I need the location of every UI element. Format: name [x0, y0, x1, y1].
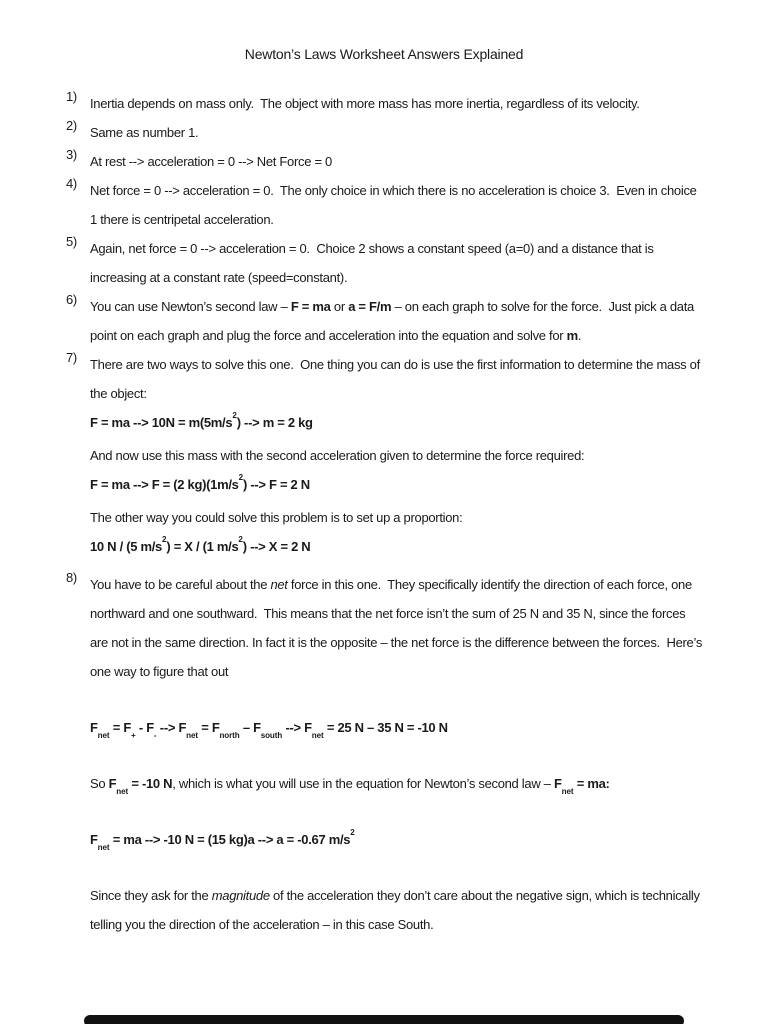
text-segment: net	[97, 730, 110, 740]
text-segment: +	[131, 730, 136, 740]
formula-line	[90, 825, 706, 854]
text-segment: ) --> X = 2 N	[242, 539, 311, 554]
text-segment: or	[330, 299, 349, 314]
text-segment: ) --> F = 2 N	[243, 477, 310, 492]
text-segment: Since they ask for the	[90, 888, 212, 903]
text-segment: Net force = 0 --> acceleration = 0. The only choice in which there is no acceleration is choice 3. Even in choice 1 there is centripetal acceleration.	[90, 183, 700, 227]
formula-line	[90, 532, 706, 561]
text-segment: So	[90, 776, 109, 791]
list-item	[66, 570, 706, 939]
text-segment: force in this one. They specifically identify the direction of each force, one northward and one southward. This means that the net force isn’t the sum of 25 N and 35 N, since the forces are not in the same direction. In fact it is the opposite – the net force is the difference between the forces. Here’s one way to figure that out	[90, 577, 706, 679]
paragraph	[90, 441, 706, 470]
paragraph	[90, 147, 706, 176]
paragraph	[90, 234, 706, 292]
text-segment: net	[270, 577, 288, 592]
text-segment: – F	[239, 720, 261, 735]
text-segment: F = ma --> 10N = m(5m/s	[90, 415, 233, 430]
text-segment: Inertia depends on mass only. The object with more mass has more inertia, regardless of its velocity.	[90, 96, 640, 111]
item-number: 5)	[66, 234, 77, 249]
item-number: 4)	[66, 176, 77, 191]
text-segment: , which is what you will use in the equation for Newton’s second law –	[172, 776, 554, 791]
text-segment: a = F/m	[348, 299, 392, 314]
text-segment: --> F	[282, 720, 312, 735]
text-segment: 2	[232, 410, 237, 420]
text-segment: The other way you could solve this problem is to set up a proportion:	[90, 510, 463, 525]
text-segment: of the acceleration they don’t care about the negative sign, which is technically telling you the direction of the acceleration – in this case South.	[90, 888, 704, 932]
text-segment: F	[90, 832, 98, 847]
answer-list	[0, 89, 768, 939]
text-segment: And now use this mass with the second acceleration given to determine the force required:	[90, 448, 585, 463]
item-number: 7)	[66, 350, 77, 365]
paragraph	[90, 176, 706, 234]
text-segment: You can use Newton’s second law –	[90, 299, 291, 314]
text-segment: net	[186, 730, 198, 740]
text-segment: - F	[135, 720, 154, 735]
item-number: 2)	[66, 118, 77, 133]
text-segment: 2	[238, 472, 243, 482]
text-segment: – on each graph to solve for the force. Just pick a data point on each graph and plug the force and acceleration into the equation and solve for	[90, 299, 698, 343]
list-item	[66, 234, 706, 292]
text-segment: net	[116, 786, 129, 796]
list-item	[66, 176, 706, 234]
text-segment: net	[561, 786, 574, 796]
paragraph	[90, 118, 706, 147]
list-item	[66, 350, 706, 561]
text-segment: north	[219, 730, 240, 740]
text-segment: 10 N / (5 m/s	[90, 539, 162, 554]
text-segment: -	[153, 730, 157, 740]
text-segment: F	[90, 720, 98, 735]
list-item	[66, 118, 706, 147]
text-segment: Same as number 1.	[90, 125, 199, 140]
formula-line	[90, 470, 706, 499]
item-number: 8)	[66, 570, 77, 585]
text-segment: = 25 N – 35 N = -10 N	[323, 720, 448, 735]
text-segment: 2	[238, 534, 243, 544]
text-segment: .	[577, 328, 582, 343]
paragraph	[90, 570, 706, 686]
text-segment: F = ma --> F = (2 kg)(1m/s	[90, 477, 239, 492]
text-segment: :	[605, 776, 610, 791]
bottom-scrollbar[interactable]	[84, 1015, 684, 1024]
text-segment: net	[311, 730, 324, 740]
text-segment: ) --> m = 2 kg	[236, 415, 313, 430]
text-segment: 2	[161, 534, 167, 544]
text-segment: F	[108, 776, 117, 791]
list-item	[66, 147, 706, 176]
text-segment: Again, net force = 0 --> acceleration = 0. Choice 2 shows a constant speed (a=0) and a distance that is increasing at a constant rate (speed=constant).	[90, 241, 657, 285]
list-item	[66, 292, 706, 350]
text-segment: F	[553, 776, 562, 791]
text-segment: 2	[350, 827, 355, 837]
paragraph	[90, 503, 706, 532]
formula-line	[90, 713, 706, 742]
item-number: 1)	[66, 89, 77, 104]
text-segment: m	[566, 328, 578, 343]
paragraph	[90, 881, 706, 939]
text-segment: There are two ways to solve this one. One thing you can do is use the first information to determine the mass of the object:	[90, 357, 704, 401]
text-segment: magnitude	[211, 888, 270, 903]
page-title: Newton’s Laws Worksheet Answers Explained	[244, 46, 524, 62]
text-segment: At rest --> acceleration = 0 --> Net Force = 0	[90, 154, 332, 169]
item-number: 3)	[66, 147, 77, 162]
item-number: 6)	[66, 292, 77, 307]
paragraph	[90, 769, 706, 798]
text-segment: net	[97, 842, 110, 852]
text-segment: = F	[109, 720, 131, 735]
text-segment: = ma	[573, 776, 606, 791]
text-segment: south	[260, 730, 283, 740]
text-segment: ) = X / (1 m/s	[166, 539, 239, 554]
text-segment: --> F	[156, 720, 187, 735]
paragraph	[90, 292, 706, 350]
paragraph	[90, 350, 706, 408]
text-segment: = ma --> -10 N = (15 kg)a --> a = -0.67 m/s	[109, 832, 351, 847]
text-segment: You have to be careful about the	[90, 577, 271, 592]
text-segment: F = ma	[290, 299, 331, 314]
list-item	[66, 89, 706, 118]
text-segment: = -10 N	[128, 776, 173, 791]
paragraph	[90, 89, 706, 118]
text-segment: = F	[197, 720, 220, 735]
formula-line	[90, 408, 706, 437]
